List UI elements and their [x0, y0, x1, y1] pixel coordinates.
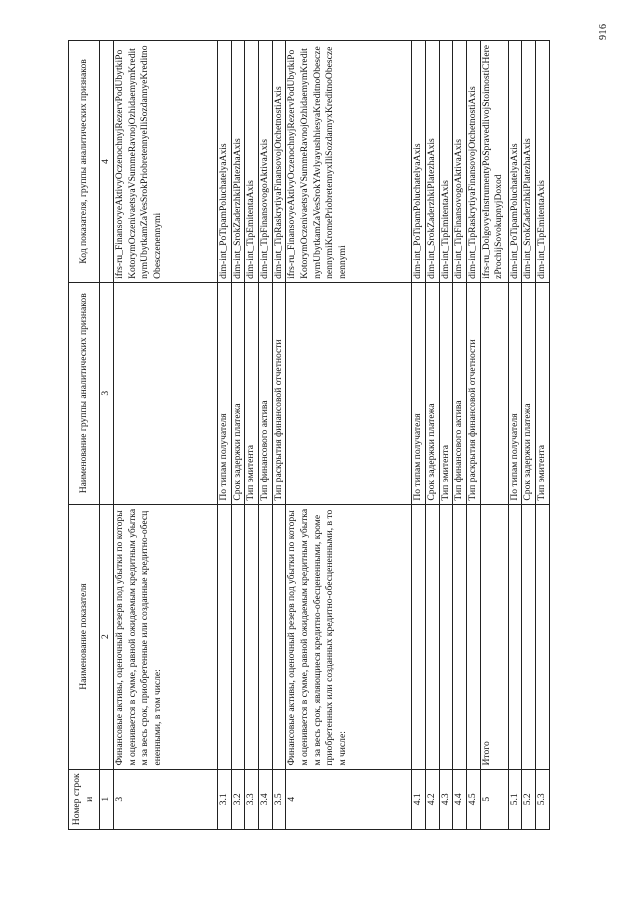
table-row: [425, 41, 439, 830]
table-row: [522, 41, 536, 830]
indicator-code: dim-int_TipRaskrytiyaFinansovojOtchetnostiAxis: [272, 41, 286, 283]
group-name: [480, 282, 508, 504]
table-row: [508, 41, 522, 830]
indicator-code: ifrs-ru_FinansovyeAktivyOczenochnyjRezervPodUbytkiPoKotorymOczenivaetsyaVSummeRavnojOzhidaemymKreditnymUbytkamZaVesSrokYAvlyayushhiesyaKreditnoObesczenennymiKromePriobretennyxIliSozdannyxKreditnoObesczenennymi: [286, 41, 412, 283]
group-name: Тип эмитента: [439, 282, 453, 504]
row-number: 3.5: [272, 769, 286, 829]
indicator-code: dim-int_SrokZaderzhkiPlatezhaAxis: [522, 41, 536, 283]
indicator-code: ifrs-ru_DolgovyeInstrumentyPoSpravedlivojStoimostiCHerezProchijSovokupnyjDoxod: [480, 41, 508, 283]
column-number: 3: [100, 282, 114, 504]
indicator-name: [231, 504, 245, 769]
group-name: Тип раскрытия финансовой отчетности: [272, 282, 286, 504]
indicator-name: [258, 504, 272, 769]
indicator-code: dim-int_TipEmitentaAxis: [535, 41, 549, 283]
indicator-code: dim-int_TipEmitentaAxis: [439, 41, 453, 283]
table-row: [272, 41, 286, 830]
indicator-name: [272, 504, 286, 769]
indicator-name: [245, 504, 259, 769]
row-number: 3.3: [245, 769, 259, 829]
group-name: Срок задержки платежа: [425, 282, 439, 504]
table-row: [258, 41, 272, 830]
indicator-code: dim-int_TipFinansovogoAktivaAxis: [453, 41, 467, 283]
row-number: 4.4: [453, 769, 467, 829]
group-name: Срок задержки платежа: [231, 282, 245, 504]
row-number: 4: [286, 769, 412, 829]
indicator-name: [425, 504, 439, 769]
row-number: 5.1: [508, 769, 522, 829]
table-row: [245, 41, 259, 830]
header-code: Код показателя, группы аналитических признаков: [69, 41, 100, 283]
indicator-table: [68, 40, 550, 830]
table-row: [535, 41, 549, 830]
indicator-name: [218, 504, 232, 769]
row-number: 3: [114, 769, 218, 829]
indicator-name: Итого: [480, 504, 508, 769]
column-number-row: [100, 41, 114, 830]
indicator-code: dim-int_SrokZaderzhkiPlatezhaAxis: [231, 41, 245, 283]
table-row: [439, 41, 453, 830]
indicator-code: ifrs-ru_FinansovyeAktivyOczenochnyjRezervPodUbytkiPoKotorymOczenivaetsyaVSummeRavnojOzhidaemymKreditnymUbytkamZaVesSrokPriobretennyeIliSozdannyeKreditnoObesczenennymi: [114, 41, 218, 283]
table-row: [453, 41, 467, 830]
table-row: [480, 41, 508, 830]
group-name: Тип раскрытия финансовой отчетности: [466, 282, 480, 504]
table-row: [286, 41, 412, 830]
column-number: 1: [100, 769, 114, 829]
table-row: [412, 41, 426, 830]
table-header-row: [69, 41, 100, 830]
group-name: По типам получателя: [412, 282, 426, 504]
table-row: [218, 41, 232, 830]
row-number: 4.5: [466, 769, 480, 829]
column-number: 2: [100, 504, 114, 769]
indicator-name: Финансовые активы, оценочный резерв под убытки по которым оценивается в сумме, равной ожидаемым кредитным убыткам за весь срок, приобретенные или созданные кредитно-обесцененными, в том числе:: [114, 504, 218, 769]
row-number: 4.3: [439, 769, 453, 829]
indicator-name: [439, 504, 453, 769]
indicator-code: dim-int_TipFinansovogoAktivaAxis: [258, 41, 272, 283]
indicator-name: [508, 504, 522, 769]
table-row: [114, 41, 218, 830]
header-group-name: Наименование группы аналитических признаков: [69, 282, 100, 504]
column-number: 4: [100, 41, 114, 283]
row-number: 4.1: [412, 769, 426, 829]
row-number: 3.4: [258, 769, 272, 829]
group-name: По типам получателя: [508, 282, 522, 504]
row-number: 5: [480, 769, 508, 829]
row-number: 3.2: [231, 769, 245, 829]
indicator-code: dim-int_TipRaskrytiyaFinansovojOtchetnostiAxis: [466, 41, 480, 283]
header-row-number: Номер строки: [69, 769, 100, 829]
group-name: Тип финансового актива: [258, 282, 272, 504]
group-name: Тип финансового актива: [453, 282, 467, 504]
indicator-name: [453, 504, 467, 769]
indicator-name: [522, 504, 536, 769]
group-name: Тип эмитента: [535, 282, 549, 504]
group-name: Тип эмитента: [245, 282, 259, 504]
indicator-name: [412, 504, 426, 769]
indicator-code: dim-int_TipEmitentaAxis: [245, 41, 259, 283]
indicator-code: dim-int_SrokZaderzhkiPlatezhaAxis: [425, 41, 439, 283]
rotated-table-container: [68, 40, 616, 830]
indicator-code: dim-int_PoTipamPoluchatelyaAxis: [412, 41, 426, 283]
indicator-code: dim-int_PoTipamPoluchatelyaAxis: [508, 41, 522, 283]
group-name: [114, 282, 218, 504]
table-row: [231, 41, 245, 830]
indicator-name: [535, 504, 549, 769]
row-number: 3.1: [218, 769, 232, 829]
row-number: 5.2: [522, 769, 536, 829]
indicator-code: dim-int_PoTipamPoluchatelyaAxis: [218, 41, 232, 283]
row-number: 4.2: [425, 769, 439, 829]
group-name: По типам получателя: [218, 282, 232, 504]
group-name: Срок задержки платежа: [522, 282, 536, 504]
indicator-name: [466, 504, 480, 769]
row-number: 5.3: [535, 769, 549, 829]
group-name: [286, 282, 412, 504]
page-number: 916: [598, 23, 609, 40]
header-indicator-name: Наименование показателя: [69, 504, 100, 769]
indicator-name: Финансовые активы, оценочный резерв под убытки по которым оценивается в сумме, равной ожидаемым кредитным убыткам за весь срок, являющиеся кредитно-обесцененными, кроме приобретенных или созданных кредитно-обесцененными, в том числе:: [286, 504, 412, 769]
table-row: [466, 41, 480, 830]
